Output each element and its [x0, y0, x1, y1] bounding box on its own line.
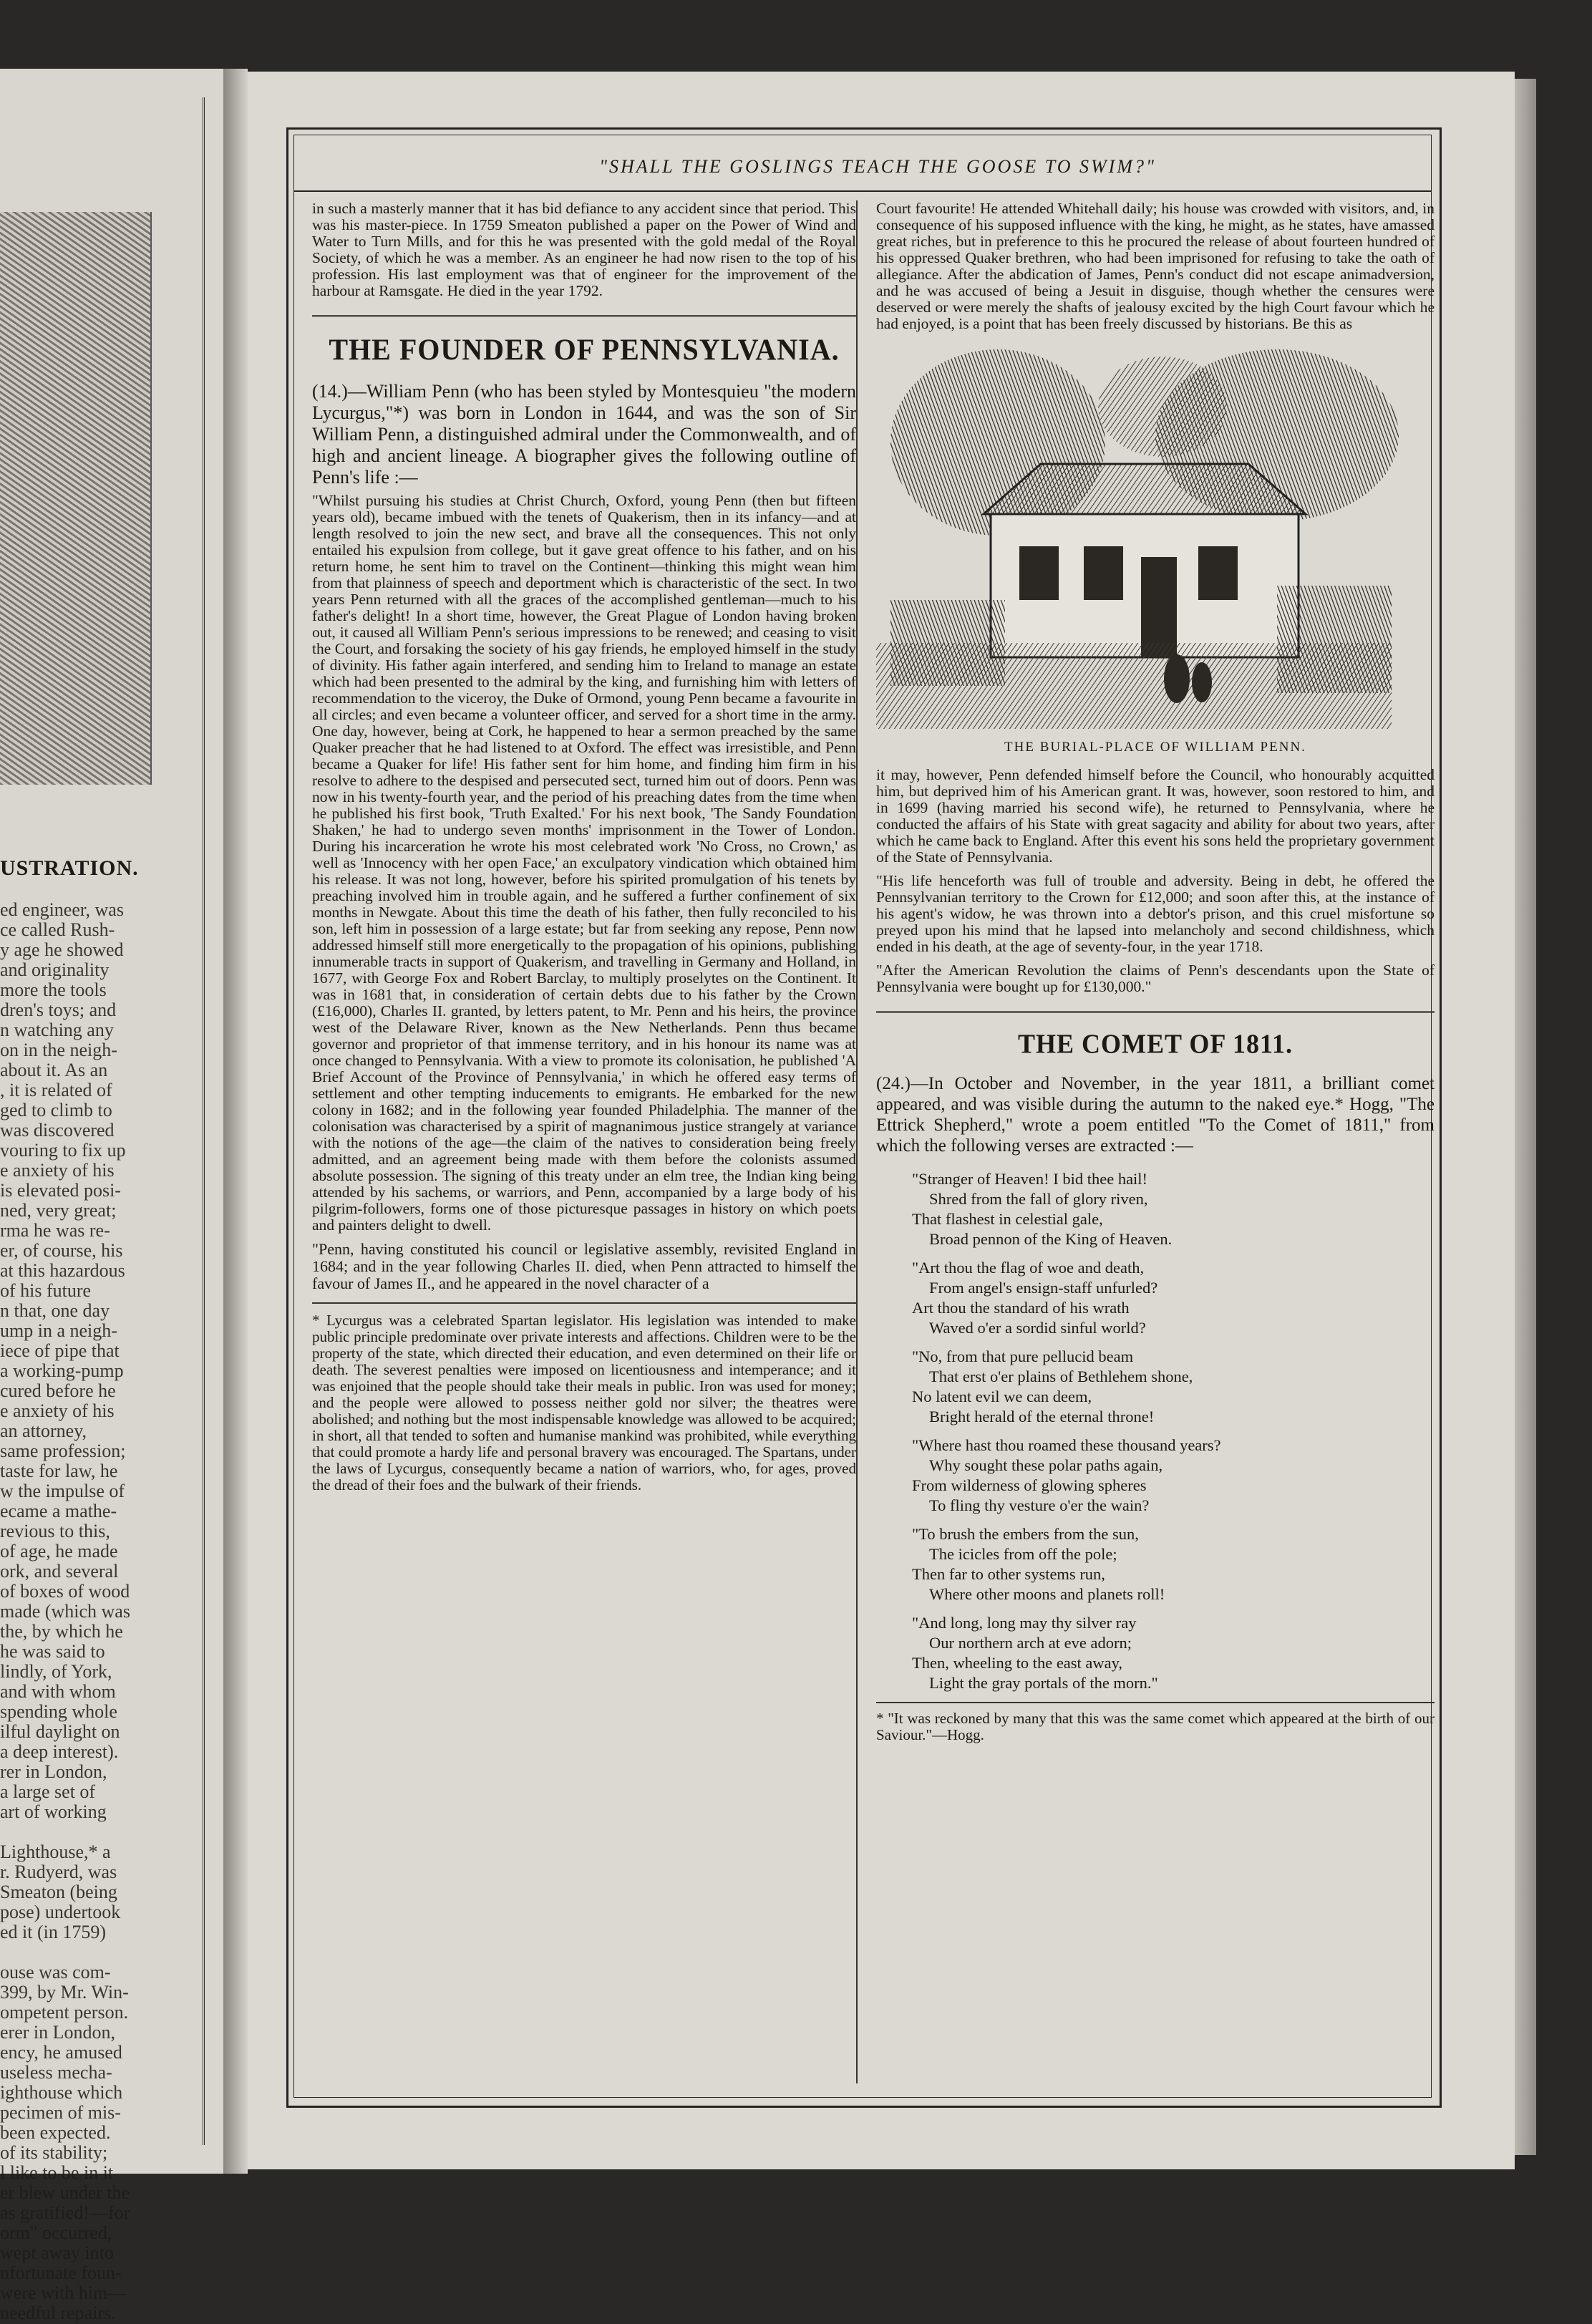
poem-line: "And long, long may thy silver ray [912, 1614, 1137, 1632]
facing-page-line [0, 1942, 193, 1962]
poem-line: Art thou the standard of his wrath [912, 1299, 1130, 1317]
head-rule [293, 190, 1432, 192]
facing-page-line: of his future [0, 1280, 92, 1301]
facing-page-line: y age he showed [0, 939, 124, 960]
facing-page-line: made (which was [0, 1601, 130, 1622]
facing-page-line: n that, one day [0, 1300, 110, 1321]
facing-page-line: he was said to [0, 1641, 105, 1662]
facing-page-line: ned, very great; [0, 1200, 117, 1221]
meeting-house-roof-illus [984, 464, 1306, 514]
facing-page-line: dren's toys; and [0, 999, 117, 1020]
facing-page-line: er, of course, his [0, 1240, 123, 1261]
facing-page-line: revious to this, [0, 1521, 110, 1541]
footnote-rule [312, 1302, 856, 1304]
facing-page-engraving [0, 212, 152, 785]
section-title-penn: THE FOUNDER OF PENNSYLVANIA. [329, 332, 840, 367]
facing-page-line: was discovered [0, 1120, 115, 1141]
penn-lead-paragraph: (14.)—William Penn (who has been styled by Montesquieu "the modern Lycurgus,"*) was born in London in 1644, and was the son of Sir William Penn, a distinguished admiral under the Commonwealth, and of high and ancient lineage. A biographer gives the following outline of Penn's life :— [312, 381, 856, 488]
facing-page-line: on in the neigh- [0, 1040, 117, 1060]
poem-stanza [912, 1613, 1435, 1693]
facing-page-line: nfortunate foun- [0, 2262, 122, 2283]
facing-page-line: ed it (in 1759) [0, 1922, 107, 1942]
comet-poem [912, 1169, 1435, 1693]
facing-page-line: about it. As an [0, 1060, 108, 1080]
book-gutter [223, 69, 248, 2174]
facing-page-line: as gratified!—for [0, 2202, 130, 2223]
facing-page-line: vouring to fix up [0, 1140, 126, 1161]
facing-page-line: same profession; [0, 1441, 126, 1461]
facing-page-line: ighthouse which [0, 2082, 123, 2103]
facing-page-line: needful repairs. [0, 2303, 116, 2323]
facing-page-line: wept away into [0, 2242, 114, 2263]
page-edge [1515, 79, 1536, 2155]
facing-page-line: ump in a neigh- [0, 1320, 117, 1341]
penn-claims-quote: "After the American Revolution the claims of Penn's descendants upon the State of Pennsylvania were bought up for £130,000." [876, 962, 1435, 995]
facing-page-line: w the impulse of [0, 1481, 125, 1501]
section-divider [312, 315, 856, 317]
penn-council-quote: "Penn, having constituted his council or legislative assembly, revisited England in 1684; and in the year following Charles II. died, when Penn attracted to himself the favour of James II., and he appeared in the novel character of a [312, 1240, 856, 1292]
facing-page-line: pose) undertook [0, 1902, 121, 1922]
facing-page-line: pecimen of mis- [0, 2102, 121, 2123]
facing-page-line: ged to climb to [0, 1100, 112, 1120]
facing-page-line: ency, he amused [0, 2042, 122, 2063]
facing-page-line: taste for law, he [0, 1461, 118, 1481]
facing-page-line: erer in London, [0, 2022, 116, 2043]
section-divider-2 [876, 1011, 1435, 1013]
poem-line: Then, wheeling to the east away, [912, 1654, 1123, 1672]
facing-page-line: and with whom [0, 1681, 116, 1702]
facing-page-line: l like to be in it [0, 2162, 114, 2183]
facing-page-line: ce called Rush- [0, 919, 115, 940]
facing-page-line: ed engineer, was [0, 899, 124, 920]
poem-line: "Where hast thou roamed these thousand years? [912, 1436, 1221, 1454]
facing-page-text [0, 899, 193, 2323]
facing-page-line: ork, and several [0, 1561, 119, 1582]
poem-line: From wilderness of glowing spheres [912, 1476, 1147, 1494]
facing-page-line: art of working [0, 1801, 107, 1822]
facing-page-line: orm" occurred, [0, 2222, 112, 2243]
facing-page-line: iece of pipe that [0, 1340, 120, 1361]
poem-line: Broad pennon of the King of Heaven. [929, 1230, 1173, 1248]
poem-stanza [912, 1524, 1435, 1604]
facing-page-line: useless mecha- [0, 2062, 112, 2083]
facing-page-line: at this hazardous [0, 1260, 125, 1281]
facing-page-line: ouse was com- [0, 1962, 111, 1982]
poem-line: "No, from that pure pellucid beam [912, 1347, 1134, 1365]
poem-line: "To brush the embers from the sun, [912, 1525, 1139, 1543]
penn-acquittal-paragraph: it may, however, Penn defended himself before the Council, who honourably acquitted him, but deprived him of his American grant. It was, however, soon restored to him, and in 1699 (having married his second wife), he returned to Pennsylvania, where he conducted the affairs of his State with great sagacity and ability for about two years, after which he came back to England. After this event his sons held the proprietary government of the State of Pennsylvania. [876, 766, 1435, 866]
facing-page-line: rer in London, [0, 1761, 107, 1782]
figure-illus [1164, 654, 1190, 703]
poem-line: The icicles from off the pole; [929, 1545, 1117, 1563]
right-column [856, 200, 1435, 2083]
poem-stanza [912, 1258, 1435, 1338]
poem-line: Shred from the fall of glory riven, [929, 1190, 1148, 1208]
facing-page-line: the, by which he [0, 1621, 123, 1642]
poem-line: That erst o'er plains of Bethlehem shone, [929, 1367, 1193, 1385]
facing-page-line: ompetent person. [0, 2002, 129, 2023]
poem-line: Then far to other systems run, [912, 1565, 1105, 1583]
facing-page-line: 399, by Mr. Win- [0, 1982, 129, 2003]
facing-page-line: er blew under the [0, 2182, 130, 2203]
engraving-caption: THE BURIAL-PLACE OF WILLIAM PENN. [1004, 740, 1306, 755]
facing-page-line: r. Rudyerd, was [0, 1861, 117, 1882]
facing-page [0, 69, 223, 2323]
poem-line: Why sought these polar paths again, [929, 1456, 1163, 1474]
facing-page-line: of boxes of wood [0, 1581, 130, 1602]
facing-page-line: more the tools [0, 979, 107, 1000]
facing-page-heading: USTRATION. [0, 856, 139, 880]
facing-page-line: a large set of [0, 1781, 96, 1802]
poem-stanza [912, 1435, 1435, 1516]
facing-page-line: and originality [0, 959, 110, 980]
poem-line: Waved o'er a sordid sinful world? [929, 1319, 1146, 1337]
facing-page-line: n watching any [0, 1020, 114, 1040]
facing-page-line: spending whole [0, 1701, 117, 1722]
poem-line: Bright herald of the eternal throne! [929, 1408, 1155, 1425]
penn-biography-quote: "Whilst pursuing his studies at Christ Church, Oxford, young Penn (then but fifteen years old), became imbued with the tenets of Quakerism, then in its infancy—and at length resolved to join the new sect, and brave all the consequences. This not only entailed his expulsion from college, but it gave great offence to his father, and on his return home, he sent him to travel on the Continent—thinking this might wean him from that plainness of speech and deportment which is characteristic of the sect. In two years Penn returned with all the graces of the accomplished gentleman—much to his father's delight! In a short time, however, the Great Plague of London having broken out, it caused all William Penn's serious impressions to be renewed; and ceasing to visit the Court, and forsaking the society of his gay friends, he employed himself in the study of divinity. His father again interfered, and sending him to Ireland to manage an estate which had been presented to the admiral by the king, and furnishing him with letters of recommendation to the viceroy, the Duke of Ormond, young Penn became a favourite in all circles; and even became a volunteer officer, and served for a short time in the army. One day, however, being at Cork, he happened to hear a sermon preached by the same Quaker preacher that he had listened to at Oxford. The effect was irresistible, and Penn became a Quaker for life! His father sent for him home, and finding him firm in his resolve to adhere to the despised and persecuted sect, turned him out of doors. Penn was now in his twenty-fourth year, and the period of his preaching dates from the time when he published his first book, 'Truth Exalted.' For his next book, 'The Sandy Foundation Shaken,' he had to undergo seven months' imprisonment in the Tower of London. During his incarceration he wrote his most celebrated work 'No Cross, no Crown,' as well as 'Innocency with her open Face,' an exculpatory vindication which obtained him his release. It was not long, however, before his spirited promulgation of his tenets by preaching involved him in trouble again, and he suffered a further confinement of six months in Newgate. About this time the death of his father, then fully reconciled to his son, left him in possession of a large estate; but far from seeking any repose, Penn now addressed himself still more energetically to the propagation of his opinions, publishing innumerable tracts in support of Quakerism, and travelling in Germany and Holland, in 1677, with George Fox and Robert Barclay, to multiply proselytes on the Continent. It was in 1681 that, in consideration of certain debts due to his father by the Crown (£16,000), Charles II. granted, by letters patent, to Mr. Penn and his heirs, the province west of the Delaware River, known as the New Netherlands. Penn thus became governor and proprietor of that immense territory, and in his honour its name was at once changed to Pennsylvania. With a view to promote its colonisation, he published 'A Brief Account of the Province of Pennsylvania,' in which he offered easy terms of settlement and other tempting inducements to emigrants. He embarked for the new colony in 1682; and in the following year founded Philadelphia. The manner of the colonisation was characterised by a spirit of magnanimous justice strangely at variance with the notions of the age—the claim of the natives to consideration being freely admitted, and an agreement being made with them before the colonists assumed absolute possession. The signing of this treaty under an elm tree, the Indian king being attended by his sachems, or warriors, and Penn, accompanied by a large body of his pilgrim-followers, forms one of those picturesque passages in history on which poets and painters delight to dwell. [312, 492, 856, 1234]
facing-page-line: ecame a mathe- [0, 1501, 117, 1521]
facing-page-line: Smeaton (being [0, 1882, 117, 1902]
lycurgus-footnote: * Lycurgus was a celebrated Spartan legislator. His legislation was intended to make public principle predominate over private interests and affections. Children were to be the property of the state, which directed their education, and even determined on their life or death. The severest penalties were imposed on licentiousness and intemperance; and it was enjoined that the people should take their meals in public. Iron was used for money; and the people were allowed to possess neither gold nor silver; the theatres were abolished; and nothing but the most indispensable knowledge was allowed to be acquired; in short, all that tended to soften and humanise mankind was prohibited, while everything that could promote a hardy life and personal bravery was encouraged. The Spartans, under the laws of Lycurgus, consequently became a nation of warriors, who, for ages, proved the dread of their foes and the bulwark of their friends. [312, 1312, 856, 1493]
facing-page-line: cured before he [0, 1380, 116, 1401]
poem-line: Light the gray portals of the morn." [929, 1674, 1158, 1692]
facing-page-line: ilful daylight on [0, 1721, 120, 1742]
facing-page-line: of its stability; [0, 2142, 108, 2163]
facing-page-line: e anxiety of his [0, 1400, 115, 1421]
facing-page-line: of age, he made [0, 1541, 118, 1562]
facing-page-line: e anxiety of his [0, 1160, 115, 1181]
left-column [312, 200, 856, 1493]
hogg-footnote: * "It was reckoned by many that this was the same comet which appeared at the birth of our Saviour."—Hogg. [876, 1710, 1435, 1743]
poem-line: Our northern arch at eve adorn; [929, 1634, 1132, 1652]
facing-page-line: lindly, of York, [0, 1661, 112, 1682]
penn-adversity-quote: "His life henceforth was full of trouble and adversity. Being in debt, he offered the Pennsylvanian territory to the Crown for £12,000; and soon after this, at the instance of his agent's widow, he was thrown into a debtor's prison, and this cruel misfortune so preyed upon his mind that he lapsed into melancholy and second childishness, which ended in his death, at the age of seventy-four, in the year 1718. [876, 872, 1435, 955]
facing-page-line: were with him— [0, 2282, 127, 2303]
poem-line: To fling thy vesture o'er the wain? [929, 1496, 1150, 1514]
facing-page-line [0, 1821, 193, 1841]
facing-page-line: a deep interest). [0, 1741, 119, 1762]
running-head: "SHALL THE GOSLINGS TEACH THE GOOSE TO SWIM?" [599, 156, 1156, 177]
section-title-comet: THE COMET OF 1811. [1017, 1029, 1294, 1059]
burial-place-engraving [876, 342, 1392, 729]
smeaton-conclusion: in such a masterly manner that it has bid defiance to any accident since that period. This was his master-piece. In 1759 Smeaton published a paper on the Power of Wind and Water to Turn Mills, and for this he was presented with the gold medal of the Royal Society, of which he was a member. As an engineer he had now risen to the top of his profession. His last employment was that of engineer for the improvement of the harbour at Ramsgate. He died in the year 1792. [312, 200, 856, 299]
facing-page-line: an attorney, [0, 1420, 87, 1441]
poem-stanza [912, 1347, 1435, 1427]
poem-line: No latent evil we can deem, [912, 1388, 1092, 1405]
poem-line: Where other moons and planets roll! [929, 1585, 1165, 1603]
book-page [248, 72, 1515, 2169]
facing-page-line: been expected. [0, 2122, 111, 2143]
poem-stanza [912, 1169, 1435, 1249]
footnote-rule-2 [876, 1702, 1435, 1703]
facing-page-line: a working-pump [0, 1360, 124, 1381]
facing-page-line: rma he was re- [0, 1220, 110, 1241]
comet-lead-paragraph: (24.)—In October and November, in the year 1811, a brilliant comet appeared, and was visible during the autumn to the naked eye.* Hogg, "The Ettrick Shepherd," wrote a poem entitled "To the Comet of 1811," from which the following verses are extracted :— [876, 1074, 1435, 1156]
penn-court-paragraph: Court favourite! He attended Whitehall daily; his house was crowded with visitors, and, in consequence of his supposed influence with the king, he might, as he states, have amassed great riches, but in preference to this he procured the release of about fourteen hundred of his oppressed Quaker brethren, who had been imprisoned for refusing to take the oath of allegiance. After the abdication of James, Penn's conduct did not escape animadversion, and he was accused of being a Jesuit in disguise, though whether the censures were deserved or were merely the shafts of jealousy excited by the high Court favour which he had enjoyed, is a point that has been freely discussed by historians. Be this as [876, 200, 1435, 332]
poem-line: "Stranger of Heaven! I bid thee hail! [912, 1170, 1148, 1188]
poem-line: That flashest in celestial gale, [912, 1210, 1103, 1228]
poem-line: From angel's ensign-staff unfurled? [929, 1279, 1158, 1297]
poem-line: "Art thou the flag of woe and death, [912, 1259, 1145, 1277]
facing-page-line: , it is related of [0, 1080, 112, 1100]
facing-page-border [203, 97, 205, 2145]
facing-page-line: is elevated posi- [0, 1180, 121, 1201]
facing-page-line: Lighthouse,* a [0, 1841, 111, 1862]
